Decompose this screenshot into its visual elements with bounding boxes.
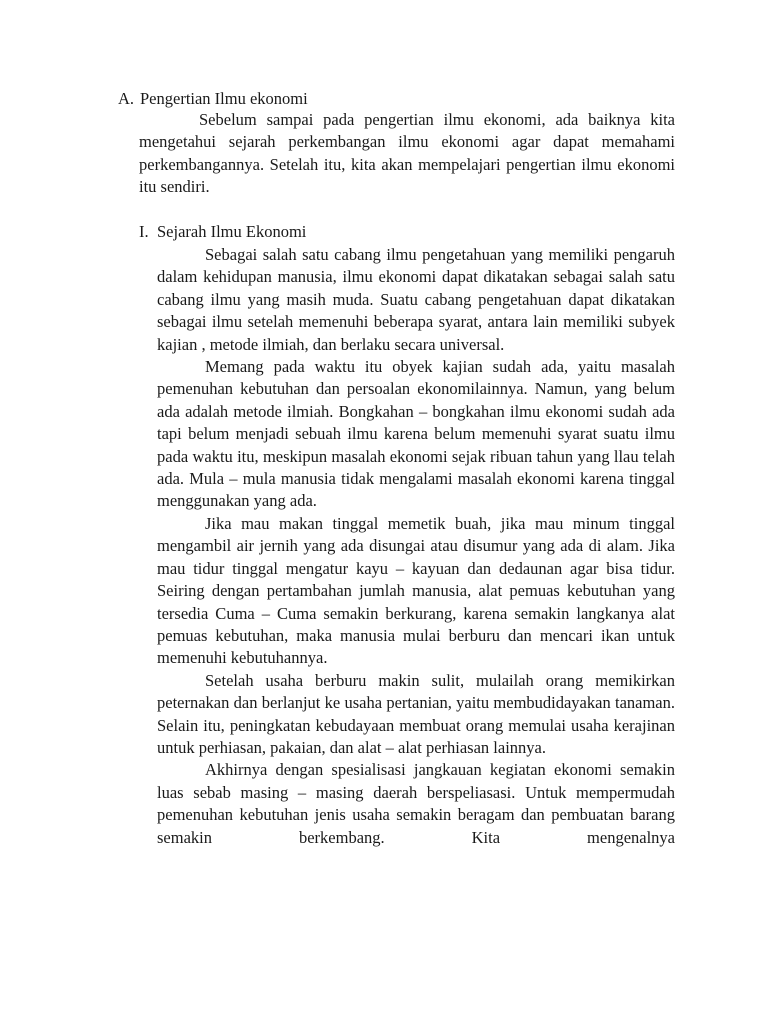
section-i-heading [139, 221, 306, 243]
paragraph: Sebagai salah satu cabang ilmu pengetahuan yang memiliki pengaruh dalam kehidupan manusia, ilmu ekonomi dapat dikatakan sebagai salah satu cabang ilmu yang masih muda. Suatu cabang pengetahuan dapat dikatakan sebagai ilmu setelah memenuhi beberapa syarat, antara lain memiliki subyek kajian , metode ilmiah, dan berlaku secara universal. [157, 245, 675, 354]
paragraph: Memang pada waktu itu obyek kajian sudah ada, yaitu masalah pemenuhan kebutuhan dan persoalan ekonomilainnya. Namun, yang belum ada adalah metode ilmiah. Bongkahan – bongkahan ilmu ekonomi sudah ada tapi belum menjadi sebuah ilmu karena belum memenuhi syarat suatu ilmu pada waktu itu, meskipun masalah ekonomi sejak ribuan tahun yang llau telah ada. Mula – mula manusia tidak mengalami masalah ekonomi karena tinggal menggunakan yang ada. [157, 357, 675, 511]
paragraph: Jika mau makan tinggal memetik buah, jika mau minum tinggal mengambil air jernih yang ada disungai atau disumur yang ada di alam. Jika mau tidur tinggal mengatur kayu – kayuan dan dedaunan agar bisa tidur. Seiring dengan pertambahan jumlah manusia, alat pemuas kebutuhan yang tersedia Cuma – Cuma semakin berkurang, karena semakin langkanya alat pemuas kebutuhan, maka manusia mulai berburu dan mencari ikan untuk memenuhi kebutuhannya. [157, 513, 675, 668]
section-a-marker: A. [118, 89, 135, 108]
intro-paragraph: Sebelum sampai pada pengertian ilmu ekonomi, ada baiknya kita mengetahui sejarah perkembangan ilmu ekonomi agar dapat memahami perkembangannya. Setelah itu, kita akan mempelajari pengertian ilmu ekonomi itu sendiri. [139, 110, 675, 197]
section-i-title: Sejarah Ilmu Ekonomi [157, 222, 307, 241]
section-i-marker: I. [139, 222, 149, 241]
section-i-body [157, 244, 675, 849]
paragraph: Akhirnya dengan spesialisasi jangkauan kegiatan ekonomi semakin luas sebab masing – masing daerah berspeliasasi. Untuk mempermudah pemenuhan kebutuhan jenis usaha semakin beragam dan pembuatan barang semakin berkembang. Kita mengenalnya [157, 760, 675, 847]
section-a-title: Pengertian Ilmu ekonomi [140, 89, 308, 108]
paragraph: Setelah usaha berburu makin sulit, mulailah orang memikirkan peternakan dan berlanjut ke usaha pertanian, yaitu membudidayakan tanaman. Selain itu, peningkatan kebudayaan membuat orang memulai usaha kerajinan untuk perhiasan, pakaian, dan alat – alat perhiasan lainnya. [157, 670, 675, 757]
section-a-heading [118, 88, 308, 110]
